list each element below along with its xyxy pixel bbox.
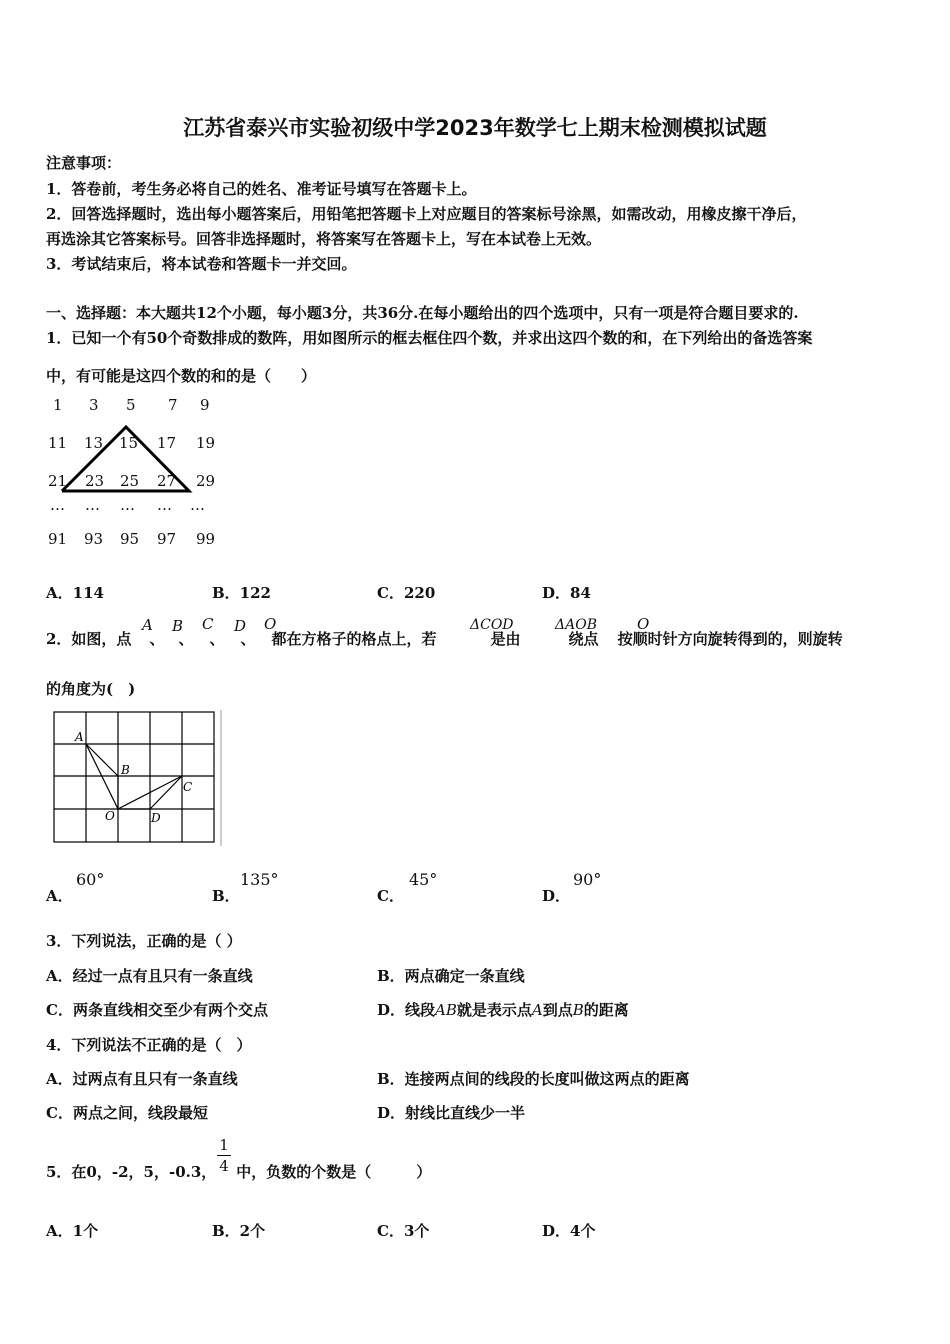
q3-d-ab: AB xyxy=(435,1001,457,1019)
grid-cell: 15 xyxy=(119,434,139,452)
q3-d-b: B xyxy=(572,1001,584,1019)
fig-label-a: A xyxy=(75,730,84,744)
q5-fraction xyxy=(217,1136,231,1175)
q3-d-mid2: 到点 xyxy=(542,1001,573,1019)
fig-label-o: O xyxy=(105,809,115,823)
q2-sep: 、 xyxy=(178,630,194,648)
q3-d-pre: D．线段 xyxy=(377,1001,436,1019)
q2-triangle-cod: ΔCOD xyxy=(470,617,514,633)
grid-cell: 29 xyxy=(196,472,216,490)
q2-option-b[interactable]: B． xyxy=(212,887,240,905)
q4-option-b[interactable]: B．连接两点间的线段的长度叫做这两点的距离 xyxy=(377,1070,690,1088)
note-1: 1．答卷前，考生务必将自己的姓名、准考证号填写在答题卡上。 xyxy=(46,180,477,198)
q5-stem-post: 中，负数的个数是（ ） xyxy=(236,1163,432,1181)
q5-option-c[interactable]: C．3个 xyxy=(377,1222,430,1240)
grid-cell: 11 xyxy=(48,434,68,452)
q2-point-d: D xyxy=(234,617,247,635)
fig-label-d: D xyxy=(151,811,161,825)
grid-cell: 91 xyxy=(48,530,68,548)
grid-cell: 21 xyxy=(48,472,68,490)
q2-point-o2: O xyxy=(637,615,650,633)
q2-option-c[interactable]: C． xyxy=(377,887,404,905)
q2-stem-line1 xyxy=(46,628,843,649)
grid-cell: 97 xyxy=(157,530,177,548)
grid-cell: 95 xyxy=(120,530,140,548)
notes-heading: 注意事项： xyxy=(46,154,122,172)
grid-cell: 5 xyxy=(126,396,136,414)
grid-cell: 23 xyxy=(85,472,105,490)
grid-cell: … xyxy=(50,496,65,514)
grid-cell: 3 xyxy=(89,396,99,414)
q2-stem-line2: 的角度为( ) xyxy=(46,680,136,698)
q2-sep: 、 xyxy=(149,630,165,648)
grid-cell: … xyxy=(120,496,135,514)
grid-cell: 17 xyxy=(157,434,177,452)
q5-fraction-denominator: 4 xyxy=(219,1157,229,1175)
q3-d-a: A xyxy=(531,1001,543,1019)
grid-cell: 1 xyxy=(53,396,63,414)
q2-triangle-aob: ΔAOB xyxy=(555,617,597,633)
q2-option-d-value: 90° xyxy=(573,870,602,889)
grid-cell: 7 xyxy=(168,396,178,414)
grid-cell: … xyxy=(157,496,172,514)
q2-sep: 、 xyxy=(209,630,225,648)
q5-option-a[interactable]: A．1个 xyxy=(46,1222,99,1240)
q1-option-b[interactable]: B．122 xyxy=(212,584,271,602)
q3-d-post: 的距离 xyxy=(583,1001,629,1019)
q3-option-d[interactable] xyxy=(377,999,629,1020)
q2-sep: 、 xyxy=(240,630,256,648)
q2-mid1: 都在方格子的格点上，若 xyxy=(271,630,437,648)
q3-stem: 3．下列说法，正确的是（ ） xyxy=(46,932,242,950)
q3-option-b[interactable]: B．两点确定一条直线 xyxy=(377,967,525,985)
q2-option-a[interactable]: A． xyxy=(46,887,73,905)
q2-option-c-value: 45° xyxy=(409,870,438,889)
q2-grid-figure xyxy=(48,706,228,846)
note-2a: 2．回答选择题时，选出每小题答案后，用铅笔把答题卡上对应题目的答案标号涂黑，如需改动，用橡皮擦干净后， xyxy=(46,205,807,223)
q2-mid3: 绕点 xyxy=(568,630,599,648)
section-heading: 一、选择题：本大题共12个小题，每小题3分，共36分.在每小题给出的四个选项中，只有一项是符合题目要求的. xyxy=(46,304,799,322)
grid-cell: 25 xyxy=(120,472,140,490)
q4-option-a[interactable]: A．过两点有且只有一条直线 xyxy=(46,1070,238,1088)
fig-label-b: B xyxy=(121,763,130,777)
q3-option-c[interactable]: C．两条直线相交至少有两个交点 xyxy=(46,1001,268,1019)
q5-option-d[interactable]: D．4个 xyxy=(542,1222,596,1240)
grid-cell: 99 xyxy=(196,530,216,548)
q1-stem-line2: 中，有可能是这四个数的和的是（ ） xyxy=(46,367,317,385)
q2-mid4: 按顺时针方向旋转得到的，则旋转 xyxy=(617,630,843,648)
q2-option-b-value: 135° xyxy=(240,870,279,889)
q3-option-a[interactable]: A．经过一点有且只有一条直线 xyxy=(46,967,253,985)
q5-stem xyxy=(46,1161,431,1182)
grid-cell: 9 xyxy=(200,396,210,414)
q5-option-b[interactable]: B．2个 xyxy=(212,1222,266,1240)
q4-option-c[interactable]: C．两点之间，线段最短 xyxy=(46,1104,208,1122)
grid-cell: 93 xyxy=(84,530,104,548)
q3-d-mid: 就是表示点 xyxy=(456,1001,532,1019)
q2-point-b: B xyxy=(172,617,184,635)
note-3: 3．考试结束后，将本试卷和答题卡一并交回。 xyxy=(46,255,357,273)
q5-fraction-numerator: 1 xyxy=(219,1136,229,1154)
q2-point-c: C xyxy=(202,615,214,633)
q2-mid2: 是由 xyxy=(490,630,521,648)
page-title: 江苏省泰兴市实验初级中学2023年数学七上期末检测模拟试题 xyxy=(183,116,767,140)
triangle-frame xyxy=(0,0,250,560)
grid-cell: … xyxy=(190,496,205,514)
q1-stem-line1: 1．已知一个有50个奇数排成的数阵，用如图所示的框去框住四个数，并求出这四个数的和，在下列给出的备选答案 xyxy=(46,329,813,347)
q4-option-d[interactable]: D．射线比直线少一半 xyxy=(377,1104,526,1122)
q2-point-a: A xyxy=(142,616,153,634)
grid-cell: 27 xyxy=(157,472,177,490)
fig-label-c: C xyxy=(183,780,193,794)
q2-option-a-value: 60° xyxy=(76,870,105,889)
q1-option-c[interactable]: C．220 xyxy=(377,584,436,602)
q2-prefix: 2．如图，点 xyxy=(46,630,132,648)
grid-cell: … xyxy=(85,496,100,514)
grid-cell: 13 xyxy=(84,434,104,452)
grid-cell: 19 xyxy=(196,434,216,452)
q5-stem-pre: 5．在0，-2，5，-0.3， xyxy=(46,1163,217,1181)
q2-point-o: O xyxy=(264,615,277,633)
q1-option-d[interactable]: D．84 xyxy=(542,584,591,602)
note-2b: 再选涂其它答案标号。回答非选择题时，将答案写在答题卡上，写在本试卷上无效。 xyxy=(46,230,602,248)
q1-option-a[interactable]: A．114 xyxy=(46,584,104,602)
q2-option-d[interactable]: D． xyxy=(542,887,571,905)
q4-stem: 4．下列说法不正确的是（ ） xyxy=(46,1036,252,1054)
